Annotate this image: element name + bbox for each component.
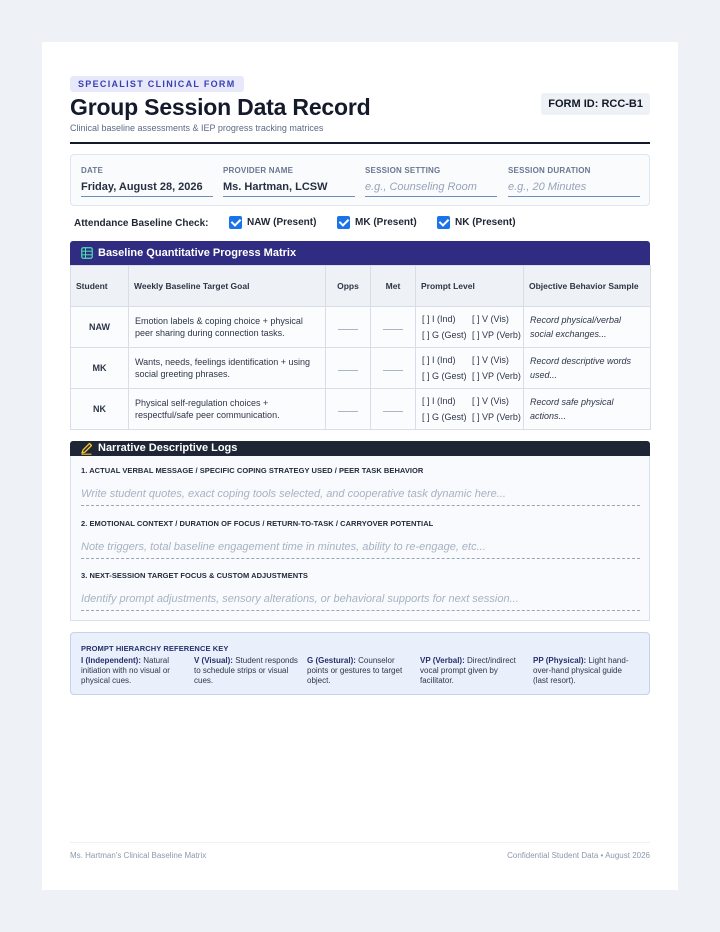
behavior-sample-field[interactable]: Record descriptive words used... (524, 348, 651, 389)
opps-field[interactable] (326, 348, 371, 389)
page-subtitle: Clinical baseline assessments & IEP progress tracking matrices (70, 123, 324, 133)
goal-cell: Physical self-regulation choices + respectful/safe peer communication. (129, 389, 326, 430)
table-row (71, 348, 651, 389)
pencil-icon (80, 442, 93, 455)
column-header: Objective Behavior Sample (524, 266, 651, 307)
prompt-key-panel (70, 632, 650, 695)
key-desc: Light hand-over-hand physical guide (last resort). (533, 656, 629, 685)
column-header: Met (371, 266, 416, 307)
goal-cell: Emotion labels & coping choice + physical peer sharing during connection tasks. (129, 307, 326, 348)
date-field[interactable]: Friday, August 28, 2026 (81, 181, 213, 197)
attendance-checkbox-naw[interactable] (229, 216, 316, 229)
blank-line (383, 411, 403, 412)
matrix-header-bar (70, 241, 650, 265)
opps-field[interactable] (326, 389, 371, 430)
prompt-option-verb[interactable]: [ ] VP (Verb) (472, 411, 521, 422)
prompt-option-vis[interactable]: [ ] V (Vis) (472, 354, 509, 365)
narrative-answer-field[interactable]: Identify prompt adjustments, sensory alterations, or behavioral supports for next session... (81, 593, 640, 611)
duration-field[interactable]: e.g., 20 Minutes (508, 181, 640, 197)
form-page (42, 42, 678, 890)
form-category-tag: SPECIALIST CLINICAL FORM (70, 76, 244, 92)
provider-label: PROVIDER NAME (223, 166, 294, 175)
opps-field[interactable] (326, 307, 371, 348)
narrative-title: Narrative Descriptive Logs (98, 442, 238, 454)
narrative-answer-field[interactable]: Write student quotes, exact coping tools selected, and cooperative task dynamic here... (81, 488, 640, 506)
prompt-option-vis[interactable]: [ ] V (Vis) (472, 313, 509, 324)
attendance-item-label: NAW (Present) (247, 217, 317, 228)
blank-line (338, 411, 358, 412)
key-term: I (Independent): (81, 656, 141, 665)
prompt-option-gest[interactable]: [ ] G (Gest) (422, 329, 467, 340)
table-row (71, 307, 651, 348)
student-cell: NAW (71, 307, 129, 348)
duration-field-group (508, 166, 640, 197)
form-id-badge: FORM ID: RCC-B1 (541, 93, 650, 115)
table-header-row (71, 266, 651, 307)
student-cell: NK (71, 389, 129, 430)
prompt-option-gest[interactable]: [ ] G (Gest) (422, 411, 467, 422)
narrative-question: 1. ACTUAL VERBAL MESSAGE / SPECIFIC COPING STRATEGY USED / PEER TASK BEHAVIOR (81, 466, 424, 475)
narrative-panel (70, 456, 650, 621)
page-title: Group Session Data Record (70, 94, 371, 120)
setting-label: SESSION SETTING (365, 166, 441, 175)
key-desc: Student responds to schedule strips or visual cues. (194, 656, 298, 685)
provider-field-group (223, 166, 355, 197)
key-item (81, 656, 186, 686)
blank-line (383, 329, 403, 330)
footer-right-text: Confidential Student Data • August 2026 (507, 851, 650, 860)
key-item (194, 656, 299, 686)
attendance-item-label: MK (Present) (355, 217, 417, 228)
key-desc: Counselor points or gestures to target object. (307, 656, 403, 685)
checkbox-checked-icon[interactable] (229, 216, 242, 229)
progress-matrix-table (70, 265, 651, 430)
key-desc: Natural initiation with no visual or physical cues. (81, 656, 170, 685)
prompt-option-verb[interactable]: [ ] VP (Verb) (472, 329, 521, 340)
narrative-question: 2. EMOTIONAL CONTEXT / DURATION OF FOCUS / RETURN-TO-TASK / CARRYOVER POTENTIAL (81, 519, 434, 528)
prompt-option-ind[interactable]: [ ] I (Ind) (422, 395, 456, 406)
attendance-label: Attendance Baseline Check: (74, 218, 209, 229)
column-header: Opps (326, 266, 371, 307)
setting-field-group (365, 166, 497, 197)
met-field[interactable] (371, 348, 416, 389)
attendance-item-label: NK (Present) (455, 217, 516, 228)
prompt-level-cell (416, 348, 524, 389)
narrative-header-bar (70, 441, 650, 456)
attendance-checkbox-mk[interactable] (337, 216, 417, 229)
key-term: VP (Verbal): (420, 656, 465, 665)
table-row (71, 389, 651, 430)
duration-label: SESSION DURATION (508, 166, 591, 175)
blank-line (338, 329, 358, 330)
key-desc: Direct/indirect vocal prompt given by facilitator. (420, 656, 516, 685)
checkbox-checked-icon[interactable] (437, 216, 450, 229)
student-cell: MK (71, 348, 129, 389)
provider-field[interactable]: Ms. Hartman, LCSW (223, 181, 355, 197)
setting-field[interactable]: e.g., Counseling Room (365, 181, 497, 197)
narrative-answer-field[interactable]: Note triggers, total baseline engagement time in minutes, ability to re-engage, etc... (81, 541, 640, 559)
met-field[interactable] (371, 307, 416, 348)
key-term: G (Gestural): (307, 656, 356, 665)
prompt-option-verb[interactable]: [ ] VP (Verb) (472, 370, 521, 381)
blank-line (338, 370, 358, 371)
met-field[interactable] (371, 389, 416, 430)
footer-divider (70, 842, 650, 843)
prompt-level-cell (416, 307, 524, 348)
prompt-option-vis[interactable]: [ ] V (Vis) (472, 395, 509, 406)
matrix-title: Baseline Quantitative Progress Matrix (98, 247, 297, 259)
prompt-option-ind[interactable]: [ ] I (Ind) (422, 313, 456, 324)
column-header: Weekly Baseline Target Goal (129, 266, 326, 307)
key-title: PROMPT HIERARCHY REFERENCE KEY (81, 644, 229, 653)
behavior-sample-field[interactable]: Record physical/verbal social exchanges... (524, 307, 651, 348)
key-item (420, 656, 525, 686)
prompt-option-ind[interactable]: [ ] I (Ind) (422, 354, 456, 365)
key-term: V (Visual): (194, 656, 233, 665)
narrative-question: 3. NEXT-SESSION TARGET FOCUS & CUSTOM ADJUSTMENTS (81, 571, 308, 580)
table-grid-icon (81, 247, 93, 259)
key-term: PP (Physical): (533, 656, 587, 665)
key-item (533, 656, 638, 686)
prompt-option-gest[interactable]: [ ] G (Gest) (422, 370, 467, 381)
key-item (307, 656, 412, 686)
footer-left-text: Ms. Hartman's Clinical Baseline Matrix (70, 851, 207, 860)
behavior-sample-field[interactable]: Record safe physical actions... (524, 389, 651, 430)
session-meta-panel (70, 154, 650, 206)
date-label: DATE (81, 166, 103, 175)
title-divider (70, 142, 650, 144)
column-header: Student (71, 266, 129, 307)
goal-cell: Wants, needs, feelings identification + using social greeting phrases. (129, 348, 326, 389)
checkbox-checked-icon[interactable] (337, 216, 350, 229)
blank-line (383, 370, 403, 371)
column-header: Prompt Level (416, 266, 524, 307)
prompt-level-cell (416, 389, 524, 430)
attendance-checkbox-nk[interactable] (437, 216, 516, 229)
date-field-group (81, 166, 213, 197)
